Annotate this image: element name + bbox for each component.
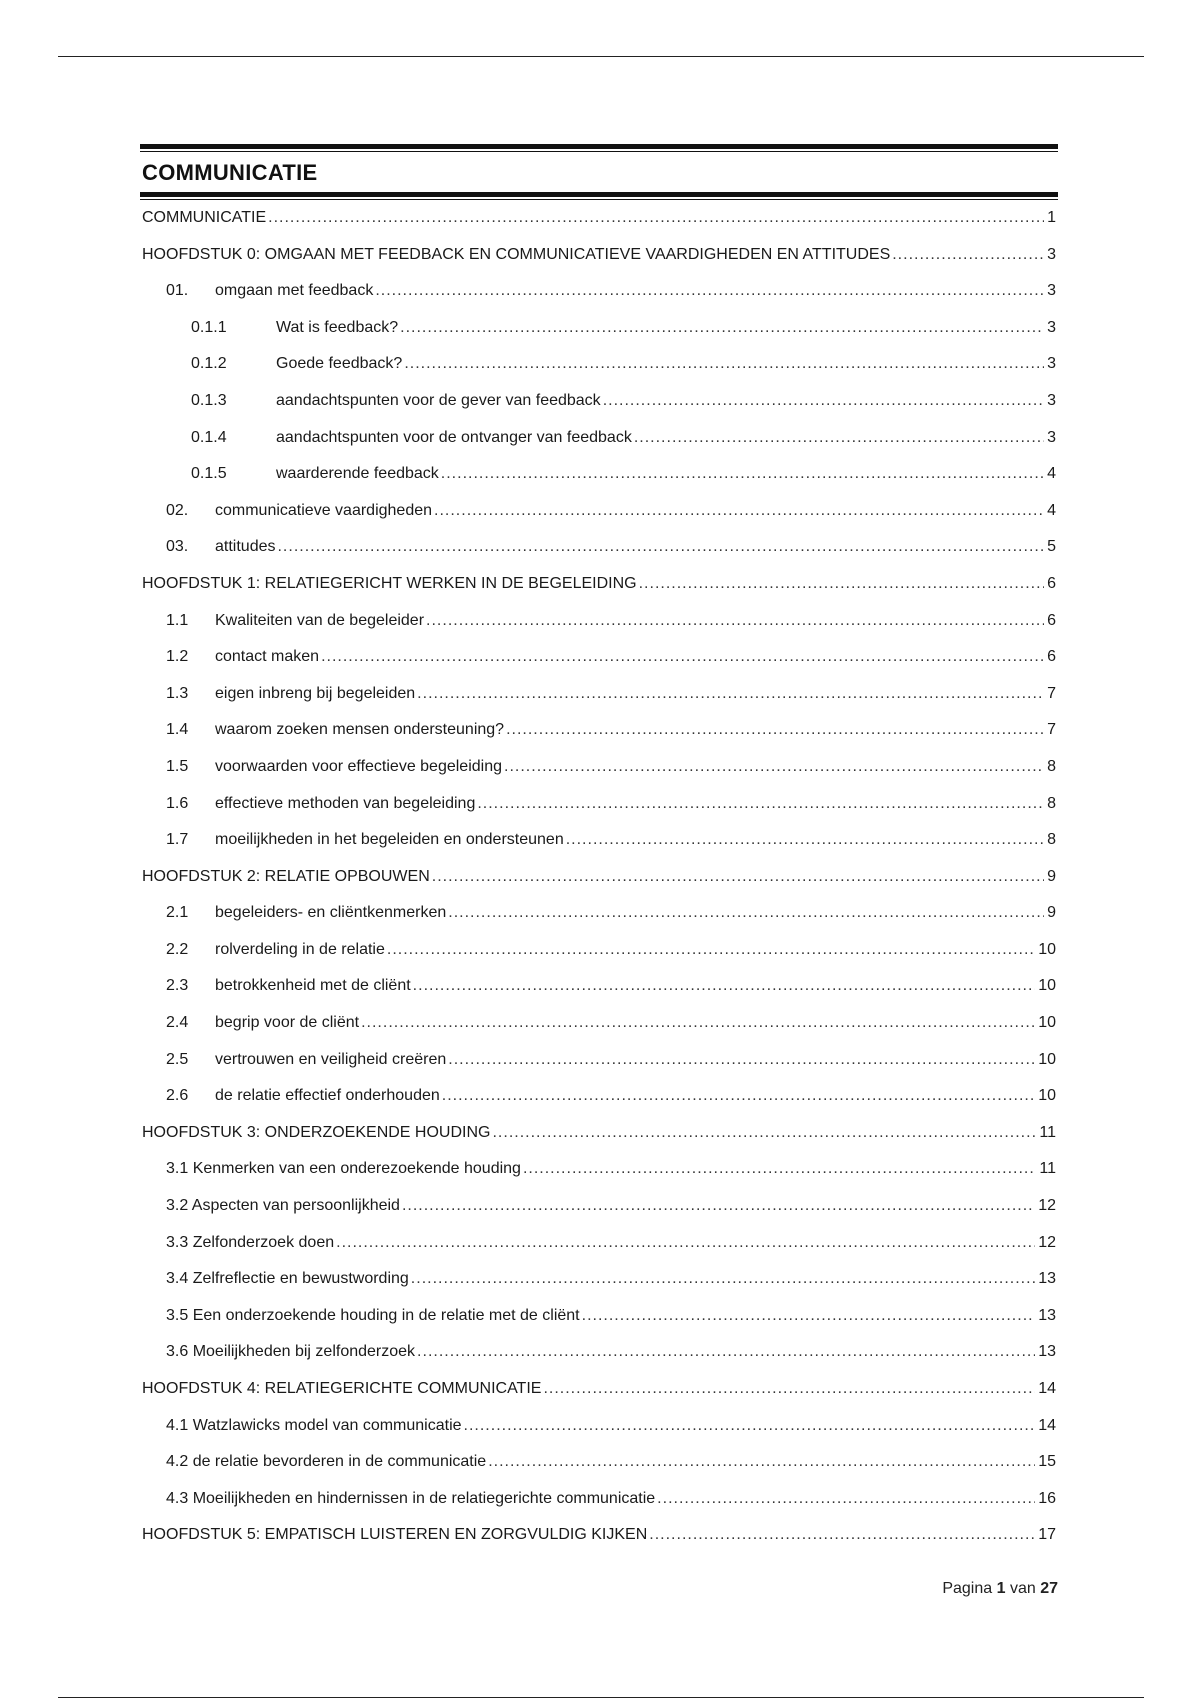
toc-entry-title: HOOFDSTUK 1: RELATIEGERICHT WERKEN IN DE BEGELEIDING bbox=[142, 574, 637, 592]
toc-entry-title: rolverdeling in de relatie bbox=[215, 940, 385, 958]
toc-dot-leader bbox=[477, 786, 1044, 823]
toc-entry-number: 0.1.3 bbox=[191, 391, 227, 409]
toc-dot-leader bbox=[582, 1298, 1036, 1335]
toc-dot-leader bbox=[448, 895, 1044, 932]
toc-dot-leader bbox=[892, 237, 1044, 274]
toc-entry[interactable] bbox=[140, 493, 1058, 530]
toc-entry-page-number: 4 bbox=[1047, 501, 1056, 519]
toc-dot-leader bbox=[464, 1408, 1036, 1445]
toc-dot-leader bbox=[441, 456, 1044, 493]
toc-entry-title: Goede feedback? bbox=[276, 355, 403, 373]
toc-dot-leader bbox=[417, 1334, 1035, 1371]
current-page-number: 1 bbox=[996, 1580, 1006, 1597]
toc-entry-title: 3.2 Aspecten van persoonlijkheid bbox=[166, 1197, 400, 1215]
heading-rule-bottom-thick bbox=[140, 192, 1058, 197]
toc-entry-title: Kwaliteiten van de begeleider bbox=[215, 611, 425, 629]
toc-entry[interactable] bbox=[140, 712, 1058, 749]
toc-entry-title: 4.1 Watzlawicks model van communicatie bbox=[166, 1416, 462, 1434]
toc-entry-title: 4.3 Moeilijkheden en hindernissen in de relatiegerichte communicatie bbox=[166, 1489, 656, 1507]
toc-entry-number: 2.5 bbox=[166, 1050, 189, 1068]
toc-dot-leader bbox=[417, 676, 1044, 713]
toc-entry[interactable] bbox=[140, 346, 1058, 383]
toc-dot-leader bbox=[321, 639, 1044, 676]
toc-entry-page-number: 10 bbox=[1038, 1014, 1056, 1032]
toc-dot-leader bbox=[523, 1151, 1036, 1188]
toc-entry-page-number: 12 bbox=[1038, 1197, 1056, 1215]
toc-dot-leader bbox=[504, 749, 1044, 786]
toc-entry-page-number: 11 bbox=[1039, 1160, 1056, 1178]
toc-entry-page-number: 16 bbox=[1038, 1489, 1056, 1507]
toc-entry[interactable] bbox=[140, 1078, 1058, 1115]
toc-entry[interactable] bbox=[140, 237, 1058, 274]
toc-dot-leader bbox=[411, 1261, 1035, 1298]
toc-entry[interactable] bbox=[140, 1408, 1058, 1445]
toc-entry-title: COMMUNICATIE bbox=[142, 209, 267, 226]
toc-entry[interactable] bbox=[140, 895, 1058, 932]
toc-dot-leader bbox=[375, 273, 1044, 310]
toc-dot-leader bbox=[432, 859, 1044, 896]
toc-entry-page-number: 8 bbox=[1047, 831, 1056, 849]
toc-entry-page-number: 15 bbox=[1038, 1453, 1056, 1471]
toc-entry-page-number: 14 bbox=[1038, 1416, 1056, 1434]
toc-entry-number: 1.1 bbox=[166, 611, 189, 629]
toc-entry-number: 2.4 bbox=[166, 1014, 189, 1032]
page-title: COMMUNICATIE bbox=[142, 160, 318, 185]
toc-entry-number: 1.6 bbox=[166, 794, 189, 812]
toc-entry[interactable] bbox=[140, 1005, 1058, 1042]
toc-dot-leader bbox=[488, 1444, 1035, 1481]
toc-entry-title: vertrouwen en veiligheid creëren bbox=[215, 1050, 447, 1068]
toc-entry[interactable] bbox=[140, 603, 1058, 640]
toc-entry[interactable] bbox=[140, 639, 1058, 676]
toc-entry-number: 03. bbox=[166, 538, 189, 556]
heading-rule-top-thick bbox=[140, 144, 1058, 149]
toc-dot-leader bbox=[634, 420, 1044, 457]
toc-entry-page-number: 17 bbox=[1038, 1526, 1056, 1544]
toc-entry-title: HOOFDSTUK 5: EMPATISCH LUISTEREN EN ZORGVULDIG KIJKEN bbox=[142, 1526, 648, 1544]
toc-entry-number: 0.1.5 bbox=[191, 465, 227, 483]
toc-entry-title: HOOFDSTUK 3: ONDERZOEKENDE HOUDING bbox=[142, 1123, 491, 1141]
toc-entry[interactable] bbox=[140, 968, 1058, 1005]
toc-entry-number: 1.7 bbox=[166, 831, 189, 849]
toc-entry-page-number: 7 bbox=[1047, 721, 1056, 739]
toc-entry[interactable] bbox=[140, 566, 1058, 603]
toc-entry-title: 3.5 Een onderzoekende houding in de relatie met de cliënt bbox=[166, 1306, 580, 1324]
toc-entry-page-number: 3 bbox=[1047, 355, 1056, 373]
toc-entry[interactable] bbox=[140, 932, 1058, 969]
toc-entry-page-number: 13 bbox=[1038, 1270, 1056, 1288]
toc-entry-page-number: 10 bbox=[1038, 1087, 1056, 1105]
toc-entry[interactable] bbox=[140, 200, 1058, 237]
toc-entry[interactable] bbox=[140, 859, 1058, 896]
toc-entry[interactable] bbox=[140, 1517, 1058, 1554]
toc-entry[interactable] bbox=[140, 529, 1058, 566]
toc-entry-title: betrokkenheid met de cliënt bbox=[215, 977, 411, 995]
toc-entry-page-number: 14 bbox=[1038, 1380, 1056, 1397]
toc-entry[interactable] bbox=[140, 1188, 1058, 1225]
toc-dot-leader bbox=[402, 1188, 1035, 1225]
toc-dot-leader bbox=[277, 529, 1044, 566]
toc-entry[interactable] bbox=[140, 1225, 1058, 1262]
toc-entry-page-number: 9 bbox=[1047, 904, 1056, 922]
toc-entry-title: communicatieve vaardigheden bbox=[215, 501, 433, 519]
toc-entry-page-number: 6 bbox=[1047, 611, 1056, 629]
toc-entry-number: 1.4 bbox=[166, 721, 189, 739]
toc-dot-leader bbox=[268, 200, 1044, 237]
toc-entry-page-number: 5 bbox=[1047, 538, 1056, 556]
toc-entry-title: 3.3 Zelfonderzoek doen bbox=[166, 1233, 335, 1251]
footer-separator: van bbox=[1009, 1580, 1036, 1597]
toc-entry-title: HOOFDSTUK 0: OMGAAN MET FEEDBACK EN COMMUNICATIEVE VAARDIGHEDEN EN ATTITUDES bbox=[142, 245, 891, 263]
toc-entry-page-number: 11 bbox=[1039, 1123, 1056, 1141]
toc-dot-leader bbox=[543, 1371, 1035, 1408]
toc-dot-leader bbox=[442, 1078, 1035, 1115]
toc-entry-page-number: 12 bbox=[1038, 1233, 1056, 1251]
toc-entry[interactable] bbox=[140, 1151, 1058, 1188]
toc-entry[interactable] bbox=[140, 1298, 1058, 1335]
toc-entry-page-number: 10 bbox=[1038, 1050, 1056, 1068]
toc-entry-number: 2.1 bbox=[166, 904, 189, 922]
toc-entry-title: aandachtspunten voor de gever van feedback bbox=[276, 391, 601, 409]
toc-entry-number: 1.5 bbox=[166, 757, 189, 775]
toc-dot-leader bbox=[506, 712, 1044, 749]
toc-entry-title: moeilijkheden in het begeleiden en ondersteunen bbox=[215, 831, 564, 849]
toc-dot-leader bbox=[448, 1042, 1035, 1079]
table-of-contents bbox=[140, 200, 1058, 1554]
toc-entry[interactable] bbox=[140, 1261, 1058, 1298]
toc-entry-number: 2.6 bbox=[166, 1087, 189, 1105]
page-footer bbox=[942, 1580, 1058, 1598]
toc-dot-leader bbox=[603, 383, 1044, 420]
toc-entry-number: 01. bbox=[166, 282, 189, 300]
toc-dot-leader bbox=[336, 1225, 1035, 1262]
toc-entry-page-number: 3 bbox=[1047, 391, 1056, 409]
toc-entry-number: 2.2 bbox=[166, 940, 189, 958]
toc-entry-title: waarom zoeken mensen ondersteuning? bbox=[215, 721, 505, 739]
toc-entry-page-number: 6 bbox=[1047, 648, 1056, 666]
toc-entry[interactable] bbox=[140, 456, 1058, 493]
toc-entry-page-number: 1 bbox=[1047, 209, 1056, 226]
toc-entry[interactable] bbox=[140, 1444, 1058, 1481]
toc-entry-title: begrip voor de cliënt bbox=[215, 1014, 360, 1032]
toc-entry-title: contact maken bbox=[215, 648, 320, 666]
toc-dot-leader bbox=[361, 1005, 1035, 1042]
toc-entry[interactable] bbox=[140, 822, 1058, 859]
toc-entry-title: omgaan met feedback bbox=[215, 282, 374, 300]
toc-entry-page-number: 9 bbox=[1047, 867, 1056, 885]
toc-entry-page-number: 10 bbox=[1038, 940, 1056, 958]
toc-entry[interactable] bbox=[140, 383, 1058, 420]
toc-entry-title: 3.1 Kenmerken van een onderezoekende houding bbox=[166, 1160, 521, 1178]
footer-rule bbox=[58, 1697, 1144, 1698]
total-page-count: 27 bbox=[1040, 1580, 1058, 1597]
toc-entry[interactable] bbox=[140, 420, 1058, 457]
toc-entry[interactable] bbox=[140, 749, 1058, 786]
toc-entry-number: 1.3 bbox=[166, 684, 189, 702]
toc-entry-title: eigen inbreng bij begeleiden bbox=[215, 684, 416, 702]
toc-dot-leader bbox=[426, 603, 1044, 640]
toc-dot-leader bbox=[400, 310, 1044, 347]
toc-dot-leader bbox=[649, 1517, 1035, 1554]
toc-entry-page-number: 13 bbox=[1038, 1343, 1056, 1361]
toc-entry-title: aandachtspunten voor de ontvanger van feedback bbox=[276, 428, 632, 446]
toc-entry-number: 1.2 bbox=[166, 648, 189, 666]
toc-entry[interactable] bbox=[140, 1481, 1058, 1518]
toc-entry[interactable] bbox=[140, 1334, 1058, 1371]
toc-dot-leader bbox=[434, 493, 1044, 530]
toc-entry-title: attitudes bbox=[215, 538, 276, 556]
toc-entry-number: 2.3 bbox=[166, 977, 189, 995]
toc-entry-page-number: 3 bbox=[1047, 245, 1056, 263]
toc-entry-title: de relatie effectief onderhouden bbox=[215, 1087, 440, 1105]
toc-entry-page-number: 4 bbox=[1047, 465, 1056, 483]
footer-label: Pagina bbox=[942, 1580, 993, 1597]
toc-dot-leader bbox=[404, 346, 1044, 383]
toc-dot-leader bbox=[492, 1115, 1036, 1152]
toc-entry-page-number: 6 bbox=[1047, 574, 1056, 592]
toc-entry[interactable] bbox=[140, 310, 1058, 347]
toc-entry[interactable] bbox=[140, 1115, 1058, 1152]
toc-entry-page-number: 3 bbox=[1047, 282, 1056, 300]
toc-entry-page-number: 13 bbox=[1038, 1306, 1056, 1324]
toc-entry-title: 3.4 Zelfreflectie en bewustwording bbox=[166, 1270, 409, 1288]
toc-entry-title: begeleiders- en cliëntkenmerken bbox=[215, 904, 447, 922]
toc-entry[interactable] bbox=[140, 1371, 1058, 1408]
toc-entry[interactable] bbox=[140, 786, 1058, 823]
toc-entry-title: 4.2 de relatie bevorderen in de communicatie bbox=[166, 1453, 487, 1471]
toc-entry-page-number: 10 bbox=[1038, 977, 1056, 995]
toc-dot-leader bbox=[387, 932, 1035, 969]
toc-dot-leader bbox=[566, 822, 1044, 859]
toc-entry-number: 0.1.4 bbox=[191, 428, 227, 446]
toc-entry-title: HOOFDSTUK 4: RELATIEGERICHTE COMMUNICATIE bbox=[142, 1380, 542, 1397]
toc-entry-title: voorwaarden voor effectieve begeleiding bbox=[215, 757, 503, 775]
toc-dot-leader bbox=[413, 968, 1036, 1005]
toc-entry-title: effectieve methoden van begeleiding bbox=[215, 794, 476, 812]
toc-dot-leader bbox=[639, 566, 1044, 603]
toc-entry[interactable] bbox=[140, 1042, 1058, 1079]
toc-entry-title: waarderende feedback bbox=[276, 465, 439, 483]
toc-entry[interactable] bbox=[140, 273, 1058, 310]
toc-entry-title: 3.6 Moeilijkheden bij zelfonderzoek bbox=[166, 1343, 416, 1361]
toc-entry-number: 02. bbox=[166, 501, 189, 519]
toc-entry-page-number: 8 bbox=[1047, 757, 1056, 775]
toc-container bbox=[140, 144, 1058, 1554]
header-rule bbox=[58, 56, 1144, 57]
toc-entry-page-number: 7 bbox=[1047, 684, 1056, 702]
toc-dot-leader bbox=[657, 1481, 1035, 1518]
toc-entry[interactable] bbox=[140, 676, 1058, 713]
toc-entry-page-number: 3 bbox=[1047, 318, 1056, 336]
toc-entry-page-number: 8 bbox=[1047, 794, 1056, 812]
toc-entry-number: 0.1.2 bbox=[191, 355, 227, 373]
toc-entry-number: 0.1.1 bbox=[191, 318, 227, 336]
toc-entry-title: HOOFDSTUK 2: RELATIE OPBOUWEN bbox=[142, 867, 430, 885]
toc-entry-title: Wat is feedback? bbox=[276, 318, 399, 336]
toc-entry-page-number: 3 bbox=[1047, 428, 1056, 446]
